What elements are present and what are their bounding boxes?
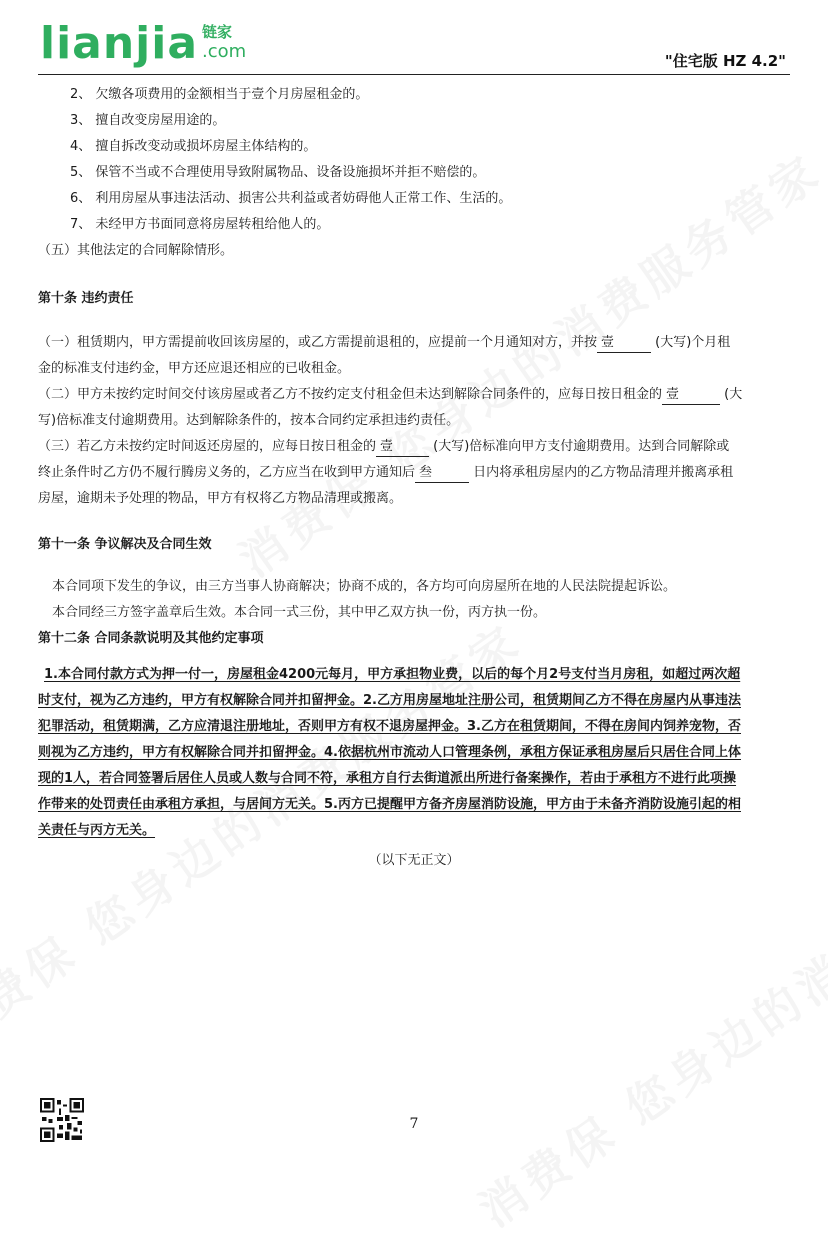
text: （二）甲方未按约定时间交付该房屋或者乙方不按约定支付租金但未达到解除合同条件的，应每日按日租金的 — [38, 387, 663, 402]
document-body — [38, 82, 790, 874]
version-label: "住宅版 HZ 4.2" — [664, 52, 786, 70]
special-term-line: 犯罪活动，租赁期满，乙方应清退注册地址，否则甲方有权不退房屋押金。3.乙方在租赁期间，不得在房间内饲养宠物，否 — [38, 719, 741, 734]
clause-item: 4、 擅自拆改变动或损坏房屋主体结构的。 — [70, 139, 317, 154]
text: （三）若乙方未按约定时间返还房屋的，应每日按日租金的 — [38, 439, 377, 454]
page-header — [0, 0, 828, 80]
clause-item: 5、 保管不当或不合理使用导致附属物品、设备设施损坏并拒不赔偿的。 — [70, 165, 486, 180]
logo-cn: 链家 — [202, 23, 233, 41]
text: 终止条件时乙方仍不履行腾房义务的，乙方应当在收到甲方通知后 — [38, 465, 416, 480]
clause-item: 6、 利用房屋从事违法活动、损害公共利益或者妨碍他人正常工作、生活的。 — [70, 191, 512, 206]
end-note: （以下无正文） — [368, 853, 460, 868]
fill-blank: 壹 — [376, 438, 429, 457]
article-10-para-1 — [38, 330, 790, 356]
text: （一）租赁期内，甲方需提前收回该房屋的，或乙方需提前退租的，应提前一个月通知对方，并按 — [38, 335, 598, 350]
article-12-title: 第十二条 合同条款说明及其他约定事项 — [38, 631, 264, 646]
article-10-para-3 — [38, 434, 790, 460]
clause-item: 3、 擅自改变房屋用途的。 — [70, 113, 226, 128]
page-number: 7 — [409, 1116, 419, 1132]
text: (大写)倍标准向甲方支付逾期费用。达到合同解除或 — [433, 439, 730, 454]
fill-blank: 壹 — [662, 386, 720, 405]
article-11-title: 第十一条 争议解决及合同生效 — [38, 537, 212, 552]
article-10-para-2 — [38, 382, 790, 408]
article-11-para-1: 本合同项下发生的争议，由三方当事人协商解决；协商不成的，各方均可向房屋所在地的人民法院提起诉讼。 — [52, 579, 677, 594]
fill-blank: 叁 — [415, 464, 469, 483]
special-term-line: 1.本合同付款方式为押一付一，房屋租金4200元每月，甲方承担物业费，以后的每个月2号支付当月房租，如超过两次超 — [44, 667, 741, 682]
special-term-line: 则视为乙方违约，甲方有权解除合同并扣留押金。4.依据杭州市流动人口管理条例，承租方保证承租房屋后只居住合同上体 — [38, 745, 741, 760]
article-10-para-3-end: 房屋，逾期未予处理的物品，甲方有权将乙方物品清理或搬离。 — [38, 491, 403, 506]
article-10-para-1-cont: 金的标准支付违约金，甲方还应退还相应的已收租金。 — [38, 361, 351, 376]
logo-word: lianjia — [40, 18, 199, 69]
clause-item: （五）其他法定的合同解除情形。 — [38, 243, 234, 258]
text: (大 — [724, 387, 743, 402]
special-term-line: 作带来的处罚责任由承租方承担，与居间方无关。5.丙方已提醒甲方备齐房屋消防设施，甲方由于未备齐消防设施引起的相 — [38, 797, 741, 812]
text: (大写)个月租 — [655, 335, 731, 350]
fill-blank: 壹 — [597, 334, 651, 353]
clause-item: 2、 欠缴各项费用的金额相当于壹个月房屋租金的。 — [70, 87, 369, 102]
special-term-line: 关责任与丙方无关。 — [38, 823, 156, 838]
text: 日内将承租房屋内的乙方物品清理并搬离承租 — [473, 465, 734, 480]
clause-item: 7、 未经甲方书面同意将房屋转租给他人的。 — [70, 217, 330, 232]
article-12-special-terms — [38, 662, 790, 844]
lianjia-logo — [40, 18, 247, 69]
article-10-para-2-cont: 写)倍标准支付逾期费用。达到解除条件的，按本合同约定承担违约责任。 — [38, 413, 460, 428]
article-10-title: 第十条 违约责任 — [38, 291, 134, 306]
article-11-para-2: 本合同经三方签字盖章后生效。本合同一式三份，其中甲乙双方执一份，丙方执一份。 — [52, 605, 547, 620]
logo-com: .com — [202, 41, 247, 62]
special-term-line: 时支付，视为乙方违约，甲方有权解除合同并扣留押金。2.乙方用房屋地址注册公司，租赁期间乙方不得在房屋内从事违法 — [38, 693, 741, 708]
article-10-para-3-cont — [38, 460, 790, 486]
header-rule — [38, 74, 790, 75]
special-term-line: 现的1人，若合同签署后居住人员或人数与合同不符，承租方自行去街道派出所进行备案操作，若由于承租方不进行此项操 — [38, 771, 737, 786]
